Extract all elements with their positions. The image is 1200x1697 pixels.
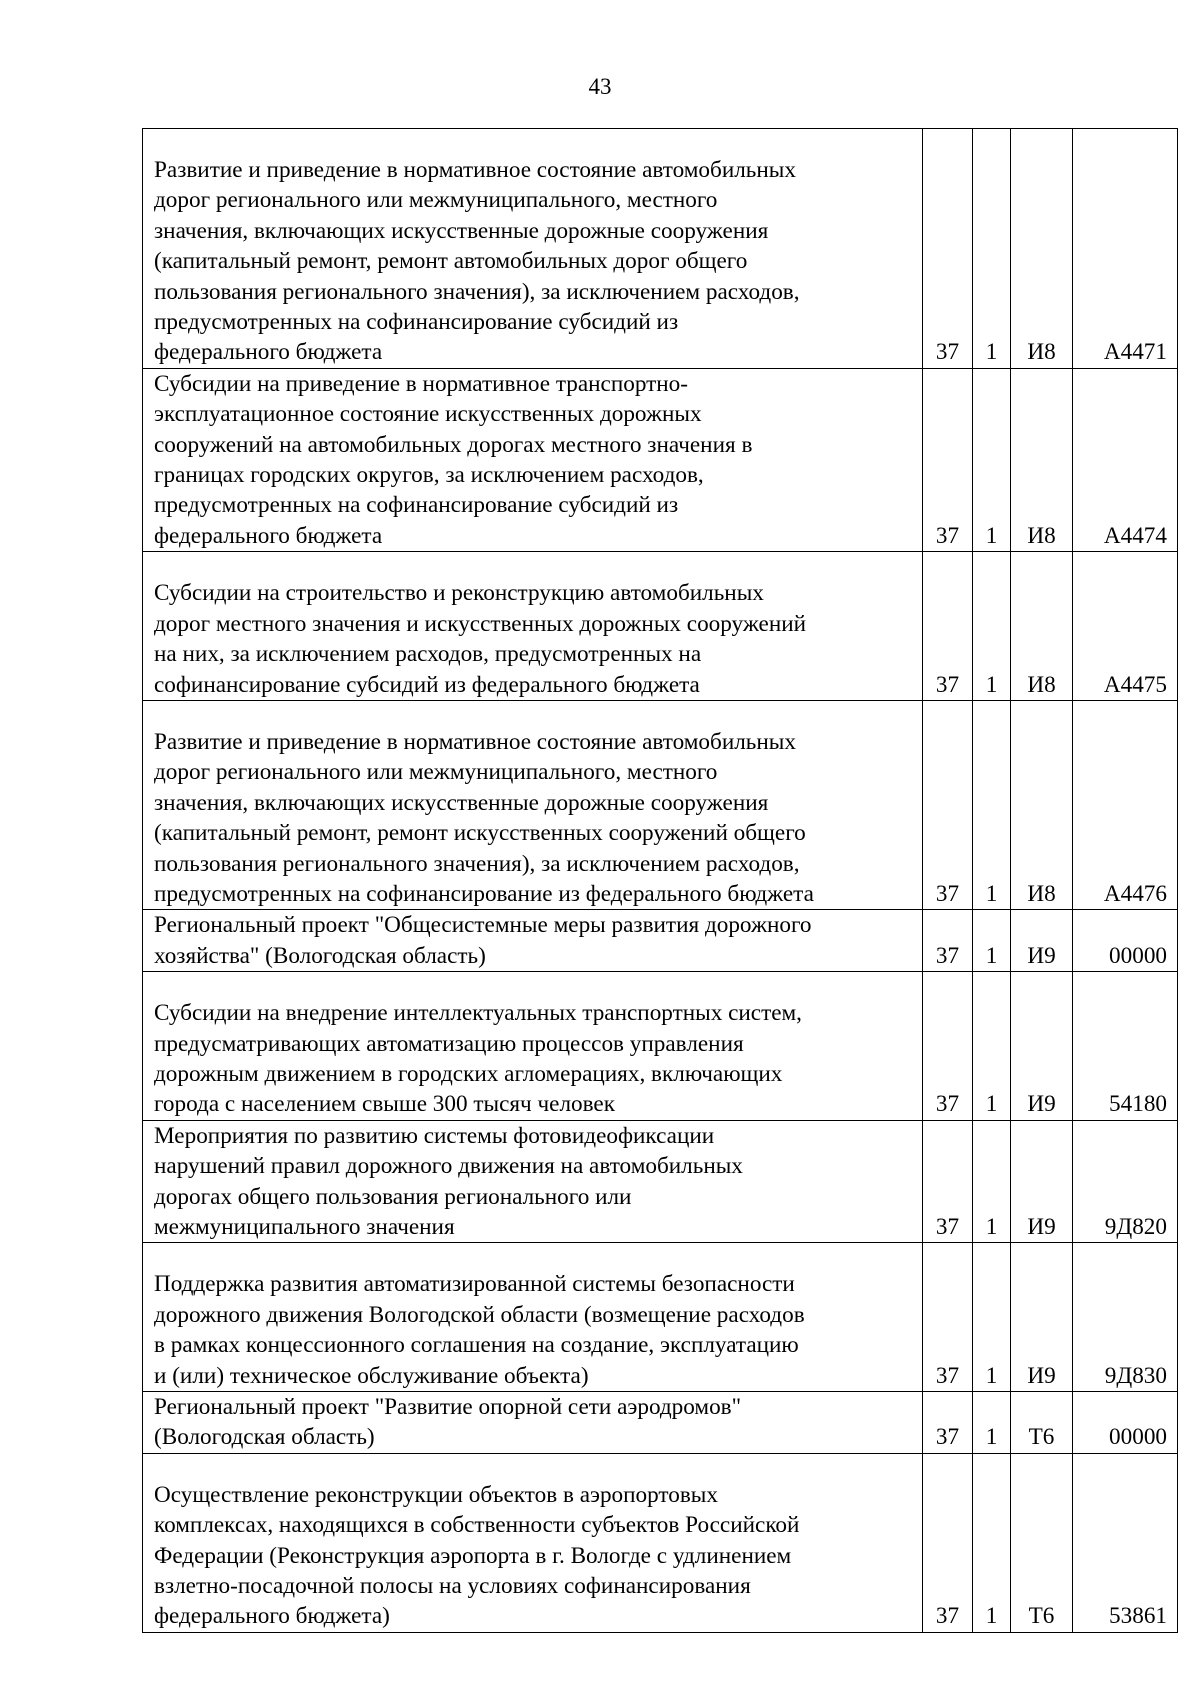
subsection-code: 1 — [973, 700, 1011, 909]
section-code: 37 — [923, 700, 973, 909]
expense-code: 9Д820 — [1073, 1120, 1178, 1243]
project-code: И8 — [1011, 129, 1073, 369]
description-line: значения, включающих искусственные дорожные сооружения — [154, 217, 769, 244]
description-line: Субсидии на приведение в нормативное транспортно- — [154, 370, 689, 397]
description-line: (капитальный ремонт, ремонт автомобильных дорог общего — [154, 248, 748, 275]
subsection-code: 1 — [973, 368, 1011, 551]
project-code: И8 — [1011, 552, 1073, 701]
section-code: 37 — [923, 1453, 973, 1632]
row-description — [143, 1243, 923, 1392]
section-code: 37 — [923, 1243, 973, 1392]
expense-code: 00000 — [1073, 1392, 1178, 1454]
description-line: значения, включающих искусственные дорожные сооружения — [154, 789, 769, 816]
table-body — [143, 129, 1178, 1633]
description-line: дорог регионального или межмуниципального, местного — [154, 759, 718, 786]
table-row — [143, 1453, 1178, 1632]
description-line: Региональный проект "Общесистемные меры развития дорожного — [154, 912, 812, 939]
expense-code: А4476 — [1073, 700, 1178, 909]
description-line: Субсидии на внедрение интеллектуальных транспортных систем, — [154, 1000, 802, 1027]
table-row — [143, 700, 1178, 909]
subsection-code: 1 — [973, 1120, 1011, 1243]
row-description — [143, 368, 923, 551]
expense-code: 9Д830 — [1073, 1243, 1178, 1392]
description-line: хозяйства" (Вологодская область) — [154, 942, 486, 969]
description-line: предусматривающих автоматизацию процессов управления — [154, 1030, 744, 1057]
description-line: Осуществление реконструкции объектов в аэропортовых — [154, 1481, 718, 1508]
table-row — [143, 129, 1178, 369]
subsection-code: 1 — [973, 1392, 1011, 1454]
project-code: И9 — [1011, 1243, 1073, 1392]
row-description — [143, 552, 923, 701]
expense-code: 54180 — [1073, 972, 1178, 1121]
description-line: дорог местного значения и искусственных дорожных сооружений — [154, 610, 807, 637]
subsection-code: 1 — [973, 552, 1011, 701]
section-code: 37 — [923, 1392, 973, 1454]
expense-code: 00000 — [1073, 910, 1178, 972]
subsection-code: 1 — [973, 972, 1011, 1121]
description-line: Мероприятия по развитию системы фотовидеофиксации — [154, 1122, 715, 1149]
description-line: дорогах общего пользования регионального или — [154, 1183, 632, 1210]
description-line: Федерации (Реконструкция аэропорта в г. Вологде с удлинением — [154, 1542, 792, 1569]
description-line: Субсидии на строительство и реконструкцию автомобильных — [154, 580, 764, 607]
description-line: федерального бюджета — [154, 522, 383, 549]
description-line: Развитие и приведение в нормативное состояние автомобильных — [154, 157, 796, 183]
description-line: пользования регионального значения), за исключением расходов, — [154, 850, 800, 877]
description-line: и (или) техническое обслуживание объекта) — [154, 1362, 589, 1389]
description-line: федерального бюджета) — [154, 1603, 390, 1630]
section-code: 37 — [923, 368, 973, 551]
project-code: Т6 — [1011, 1392, 1073, 1454]
project-code: Т6 — [1011, 1453, 1073, 1632]
expense-code: 53861 — [1073, 1453, 1178, 1632]
description-line: федерального бюджета — [154, 339, 383, 366]
description-line: Развитие и приведение в нормативное состояние автомобильных — [154, 728, 796, 755]
description-line: нарушений правил дорожного движения на автомобильных — [154, 1153, 743, 1180]
project-code: И9 — [1011, 910, 1073, 972]
row-description — [143, 1120, 923, 1243]
table-row — [143, 910, 1178, 972]
table-row — [143, 368, 1178, 551]
description-line: дорожного движения Вологодской области (возмещение расходов — [154, 1301, 805, 1328]
description-line: сооружений на автомобильных дорогах местного значения в — [154, 431, 753, 458]
project-code: И9 — [1011, 972, 1073, 1121]
description-line: предусмотренных на софинансирование субсидий из — [154, 309, 679, 336]
description-line: эксплуатационное состояние искусственных дорожных — [154, 401, 702, 428]
budget-classification-table — [142, 128, 1178, 1633]
description-line: предусмотренных на софинансирование из федерального бюджета — [154, 880, 814, 907]
description-line: (капитальный ремонт, ремонт искусственных сооружений общего — [154, 820, 806, 847]
page-number: 43 — [588, 74, 612, 99]
table-row — [143, 552, 1178, 701]
row-description — [143, 972, 923, 1121]
project-code: И8 — [1011, 368, 1073, 551]
row-description — [143, 910, 923, 972]
description-line: софинансирование субсидий из федерального бюджета — [154, 671, 700, 698]
expense-code: А4475 — [1073, 552, 1178, 701]
description-line: предусмотренных на софинансирование субсидий из — [154, 492, 679, 519]
table-row — [143, 1120, 1178, 1243]
project-code: И8 — [1011, 700, 1073, 909]
subsection-code: 1 — [973, 129, 1011, 369]
description-line: пользования регионального значения), за исключением расходов, — [154, 278, 800, 305]
description-line: на них, за исключением расходов, предусмотренных на — [154, 641, 702, 668]
row-description — [143, 700, 923, 909]
description-line: границах городских округов, за исключением расходов, — [154, 462, 704, 489]
subsection-code: 1 — [973, 910, 1011, 972]
description-line: дорожным движением в городских агломерациях, включающих — [154, 1060, 783, 1087]
description-line: Региональный проект "Развитие опорной сети аэродромов" — [154, 1394, 742, 1421]
description-line: комплексах, находящихся в собственности субъектов Российской — [154, 1512, 800, 1539]
section-code: 37 — [923, 552, 973, 701]
description-line: дорог регионального или межмуниципального, местного — [154, 187, 718, 214]
section-code: 37 — [923, 910, 973, 972]
description-line: города с населением свыше 300 тысяч человек — [154, 1091, 615, 1118]
section-code: 37 — [923, 1120, 973, 1243]
subsection-code: 1 — [973, 1243, 1011, 1392]
description-line: Поддержка развития автоматизированной системы безопасности — [154, 1271, 795, 1298]
description-line: межмуниципального значения — [154, 1214, 455, 1240]
description-line: (Вологодская область) — [154, 1424, 375, 1451]
description-line: взлетно-посадочной полосы на условиях софинансирования — [154, 1573, 751, 1600]
subsection-code: 1 — [973, 1453, 1011, 1632]
section-code: 37 — [923, 972, 973, 1121]
row-description — [143, 1392, 923, 1454]
row-description — [143, 129, 923, 369]
project-code: И9 — [1011, 1120, 1073, 1243]
table-row — [143, 972, 1178, 1121]
expense-code: А4471 — [1073, 129, 1178, 369]
expense-code: А4474 — [1073, 368, 1178, 551]
row-description — [143, 1453, 923, 1632]
table-row — [143, 1243, 1178, 1392]
table-row — [143, 1392, 1178, 1454]
description-line: в рамках концессионного соглашения на создание, эксплуатацию — [154, 1332, 799, 1359]
section-code: 37 — [923, 129, 973, 369]
